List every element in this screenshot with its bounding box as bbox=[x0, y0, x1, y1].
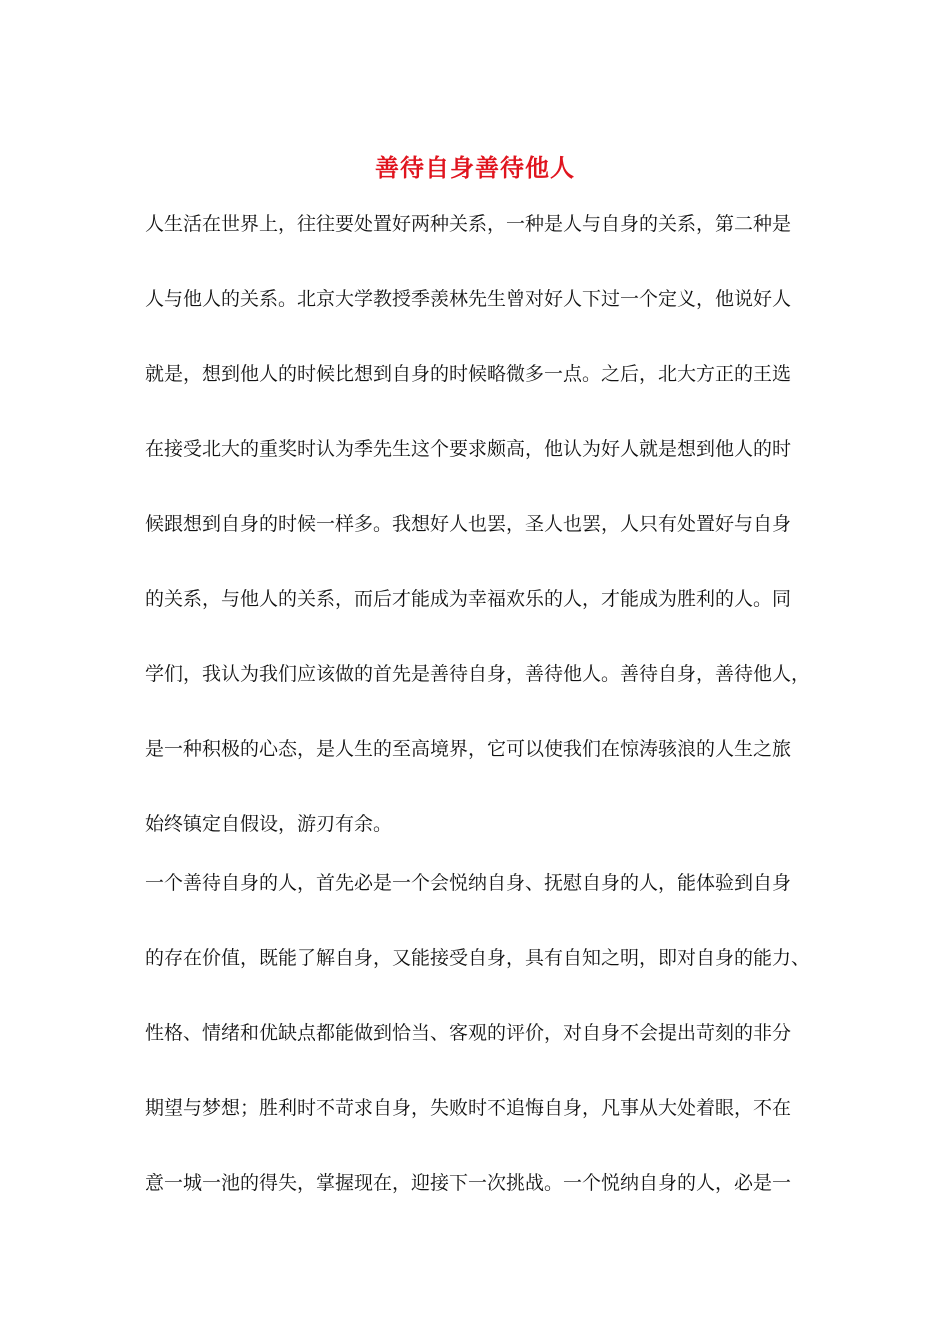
text-line: 在接受北大的重奖时认为季先生这个要求颇高，他认为好人就是想到他人的时 bbox=[145, 438, 792, 460]
text-line: 的存在价值，既能了解自身，又能接受自身，具有自知之明，即对自身的能力、 bbox=[145, 947, 811, 969]
text-line: 候跟想到自身的时候一样多。我想好人也罢，圣人也罢，人只有处置好与自身 bbox=[145, 513, 792, 535]
text-line: 就是，想到他人的时候比想到自身的时候略微多一点。之后，北大方正的王选 bbox=[145, 363, 792, 385]
text-line: 学们，我认为我们应该做的首先是善待自身，善待他人。善待自身，善待他人， bbox=[145, 663, 811, 685]
text-line: 性格、情绪和优缺点都能做到恰当、客观的评价，对自身不会提出苛刻的非分 bbox=[145, 1022, 792, 1044]
page-title: 善待自身善待他人 bbox=[375, 153, 575, 182]
text-line: 人与他人的关系。北京大学教授季羡林先生曾对好人下过一个定义，他说好人 bbox=[145, 288, 792, 310]
text-line: 一个善待自身的人，首先必是一个会悦纳自身、抚慰自身的人，能体验到自身 bbox=[145, 872, 792, 894]
text-line: 期望与梦想；胜利时不苛求自身，失败时不追悔自身，凡事从大处着眼，不在 bbox=[145, 1097, 792, 1119]
text-line: 意一城一池的得失，掌握现在，迎接下一次挑战。一个悦纳自身的人，必是一 bbox=[145, 1172, 792, 1194]
text-line: 人生活在世界上，往往要处置好两种关系，一种是人与自身的关系，第二种是 bbox=[145, 213, 792, 235]
text-line: 始终镇定自假设，游刃有余。 bbox=[145, 813, 393, 835]
text-line: 的关系，与他人的关系，而后才能成为幸福欢乐的人，才能成为胜利的人。同 bbox=[145, 588, 792, 610]
text-line: 是一种积极的心态，是人生的至高境界，它可以使我们在惊涛骇浪的人生之旅 bbox=[145, 738, 792, 760]
